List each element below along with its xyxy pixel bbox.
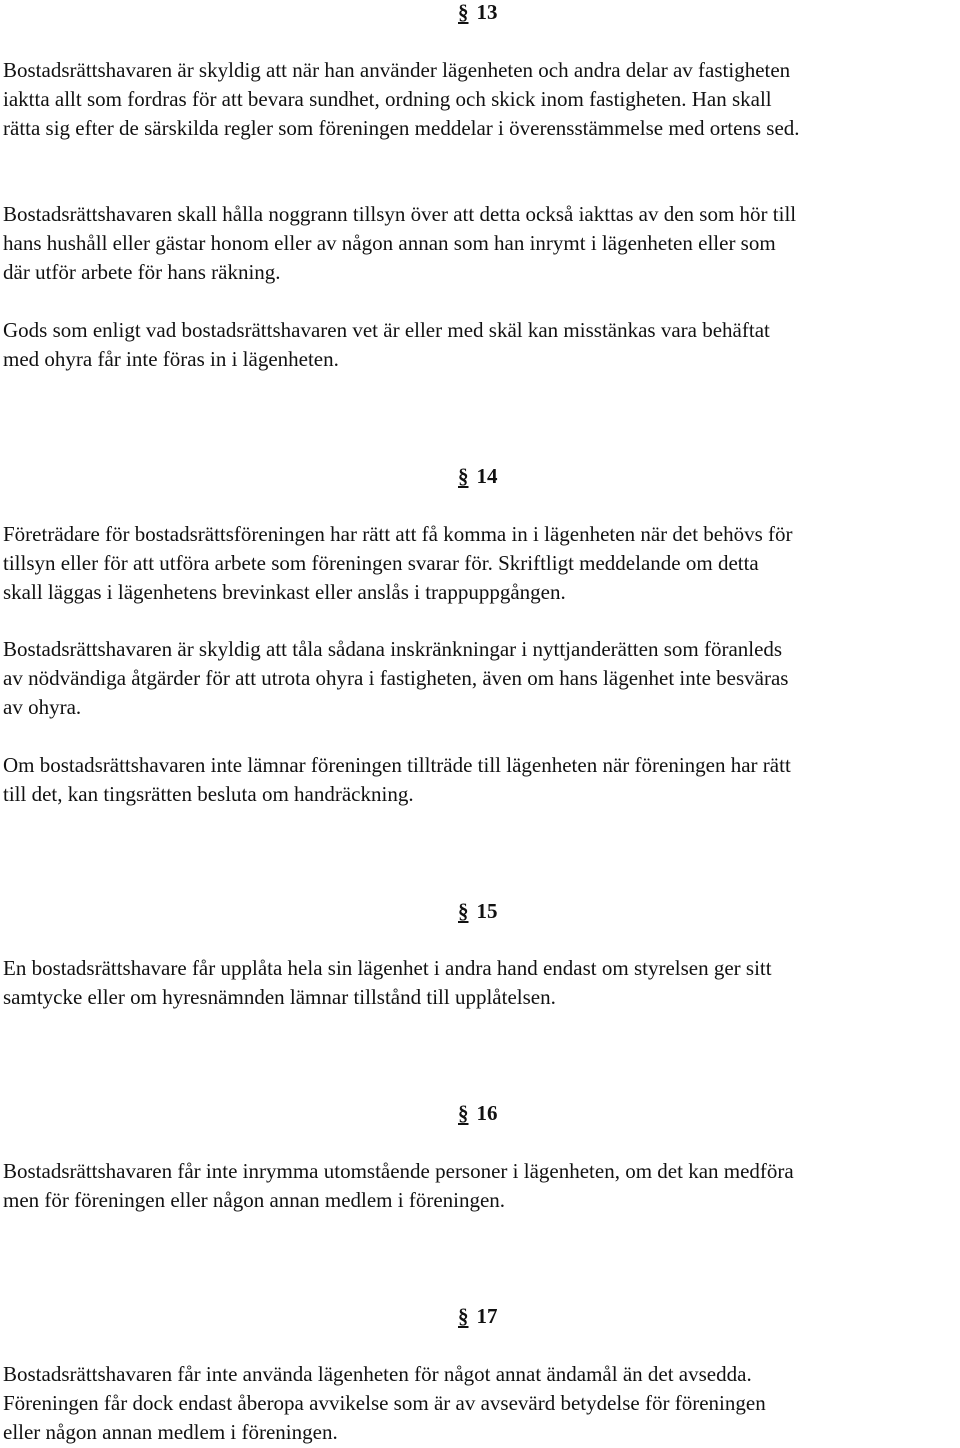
text-line: av ohyra. <box>3 695 82 719</box>
text-line: hans hushåll eller gästar honom eller av någon annan som han inrymt i lägenheten eller som <box>3 231 776 255</box>
text-line: iaktta allt som fordras för att bevara sundhet, ordning och skick inom fastigheten. Han skall <box>3 87 772 111</box>
text-line: med ohyra får inte föras in i lägenheten. <box>3 347 339 371</box>
section-sign: § <box>458 0 469 24</box>
text-line: Bostadsrättshavaren är skyldig att tåla sådana inskränkningar i nyttjanderätten som föranleds <box>3 637 783 661</box>
text-line: skall läggas i lägenhetens brevinkast eller anslås i trappuppgången. <box>3 580 566 604</box>
paragraph <box>3 1157 957 1215</box>
paragraph <box>3 751 957 809</box>
section-heading-16 <box>458 1101 498 1125</box>
text-line: där utför arbete för hans räkning. <box>3 260 281 284</box>
section-heading-14 <box>458 464 498 488</box>
text-line: tillsyn eller för att utföra arbete som föreningen svarar för. Skriftligt meddelande om detta <box>3 551 759 575</box>
paragraph <box>3 1360 957 1447</box>
paragraph <box>3 635 957 722</box>
paragraph <box>3 56 957 143</box>
section-number: 13 <box>476 0 498 24</box>
text-line: av nödvändiga åtgärder för att utrota ohyra i fastigheten, även om hans lägenhet inte besväras <box>3 666 789 690</box>
text-line: Bostadsrättshavaren får inte inrymma utomstående personer i lägenheten, om det kan medföra <box>3 1159 794 1183</box>
section-sign: § <box>458 1304 469 1328</box>
section-number: 17 <box>476 1304 498 1328</box>
section-sign: § <box>458 899 469 923</box>
section-number: 16 <box>476 1101 498 1125</box>
text-line: Bostadsrättshavaren får inte använda lägenheten för något annat ändamål än det avsedda. <box>3 1362 752 1386</box>
text-line: samtycke eller om hyresnämnden lämnar tillstånd till upplåtelsen. <box>3 985 556 1009</box>
section-number: 14 <box>476 464 498 488</box>
paragraph <box>3 316 957 374</box>
text-line: eller någon annan medlem i föreningen. <box>3 1420 338 1444</box>
paragraph <box>3 954 957 1012</box>
text-line: Gods som enligt vad bostadsrättshavaren vet är eller med skäl kan misstänkas vara behäftat <box>3 318 770 342</box>
text-line: Bostadsrättshavaren skall hålla noggrann tillsyn över att detta också iakttas av den som hör till <box>3 202 797 226</box>
section-heading-17 <box>458 1304 498 1328</box>
text-line: men för föreningen eller någon annan medlem i föreningen. <box>3 1188 506 1212</box>
text-line: rätta sig efter de särskilda regler som föreningen meddelar i överensstämmelse med ortens sed. <box>3 116 800 140</box>
paragraph <box>3 520 957 607</box>
paragraph <box>3 200 957 287</box>
text-line: Om bostadsrättshavaren inte lämnar föreningen tillträde till lägenheten när föreningen har rätt <box>3 753 791 777</box>
text-line: Företrädare för bostadsrättsföreningen har rätt att få komma in i lägenheten när det behövs för <box>3 522 793 546</box>
section-number: 15 <box>476 899 498 923</box>
text-line: En bostadsrättshavare får upplåta hela sin lägenhet i andra hand endast om styrelsen ger sitt <box>3 956 772 980</box>
text-line: Föreningen får dock endast åberopa avvikelse som är av avsevärd betydelse för föreningen <box>3 1391 766 1415</box>
section-sign: § <box>458 1101 469 1125</box>
section-heading-13 <box>458 0 498 24</box>
section-heading-15 <box>458 899 498 923</box>
text-line: Bostadsrättshavaren är skyldig att när han använder lägenheten och andra delar av fastigheten <box>3 58 791 82</box>
section-sign: § <box>458 464 469 488</box>
text-line: till det, kan tingsrätten besluta om handräckning. <box>3 782 414 806</box>
